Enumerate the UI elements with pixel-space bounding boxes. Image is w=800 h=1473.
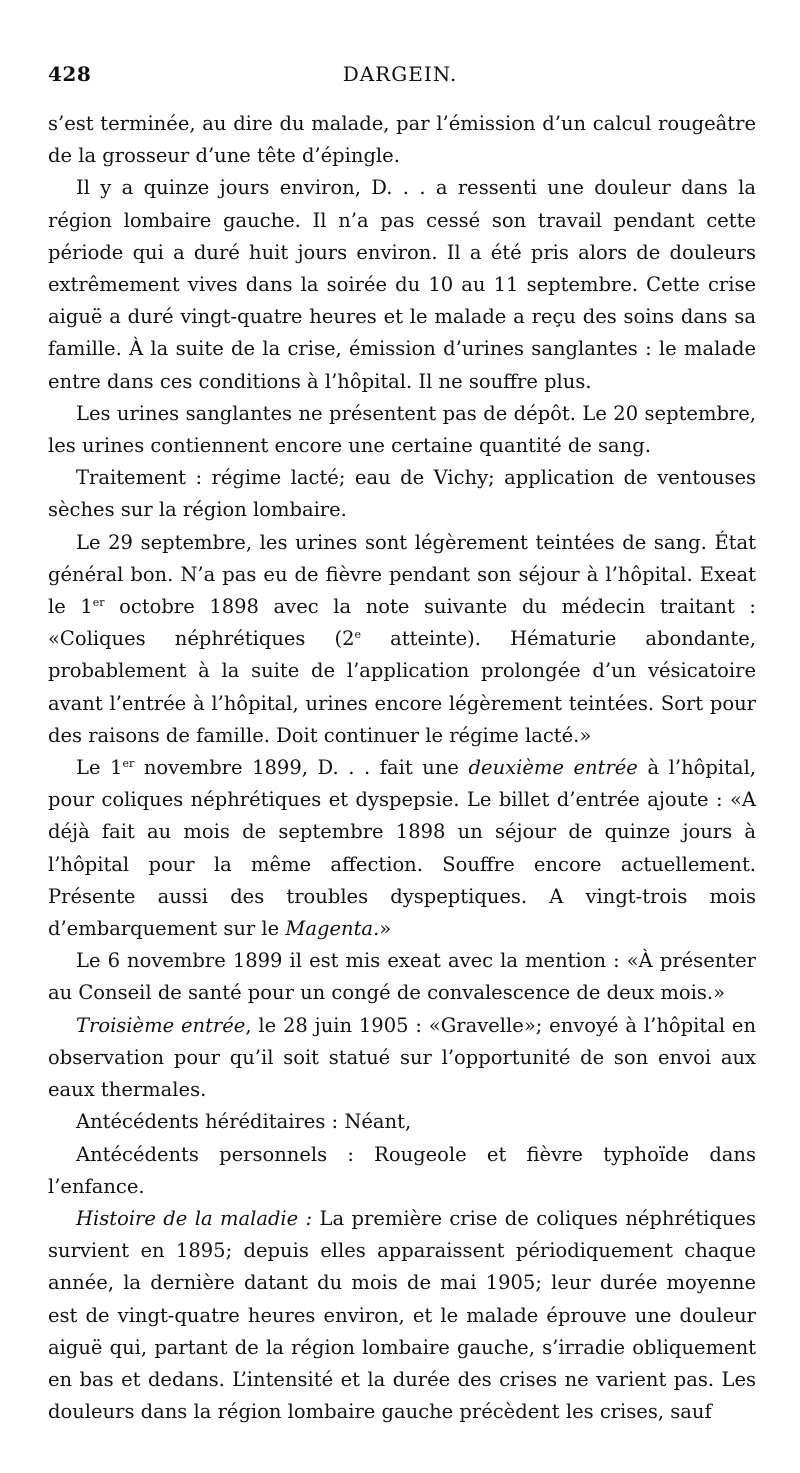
text-run: .» [373,917,392,941]
text-run: Le 6 novembre 1899 il est mis exeat avec la mention : «À présenter au Conseil de santé pour un congé de convalescence de deux mois.» [48,949,756,1005]
paragraph [48,1010,756,1107]
text-run: atteinte). Hématurie abondante, probablement à la suite de l’application prolongée d’un vésicatoire avant l’entrée à l’hôpital, urines encore légèrement teintées. Sort pour des raisons de famille. Doit continuer le régime lacté.» [48,627,756,747]
italic-text: deuxième entrée [468,756,638,780]
text-run: octobre 1898 avec la note suivante du médecin traitant : «Coliques néphrétiques (2 [48,595,756,651]
paragraph [48,1139,756,1203]
paragraph [48,1106,756,1138]
body-text [48,108,756,1428]
italic-text: Histoire de la maladie : [76,1206,313,1230]
paragraph [48,398,756,462]
text-run: Il y a quinze jours environ, D. . . a ressenti une douleur dans la région lombaire gauche. Il n’a pas cessé son travail pendant cette période qui a duré huit jours environ. Il a été pris alors de douleurs extrêmement vives dans la soirée du 10 au 11 septembre. Cette crise aiguë a duré vingt-quatre heures et le malade a reçu des soins dans sa famille. À la suite de la crise, émission d’urines sanglantes : le malade entre dans ces conditions à l’hôpital. Il ne souffre plus. [48,176,756,393]
paragraph [48,172,756,397]
text-run: Le 1 [76,756,123,780]
paragraph [48,108,756,172]
italic-text: Troisième entrée [76,1013,246,1037]
text-run: s’est terminée, au dire du malade, par l’émission d’un calcul rougeâtre de la grosseur d’une tête d’épingle. [48,112,756,168]
superscript: er [122,757,135,771]
text-run: La première crise de coliques néphrétiques survient en 1895; depuis elles apparaissent périodiquement chaque année, la dernière datant du mois de mai 1905; leur durée moyenne est de vingt-quatre heures environ, et le malade éprouve une douleur aiguë qui, partant de la région lombaire gauche, s’irradie obliquement en bas et dedans. L’intensité et la durée des crises ne varient pas. Les douleurs dans la région lombaire gauche précèdent les crises, sauf [48,1206,756,1424]
page-header [48,62,752,94]
text-run: Le 29 septembre, les urines sont légèrement teintées de sang. État général bon. N’a pas eu de fièvre pendant son séjour à l’hôpital. Exeat le 1 [48,530,756,619]
superscript: er [92,596,105,610]
text-run: à l’hôpital, pour coliques néphrétiques et dyspepsie. Le billet d’entrée ajoute : «A déjà fait au mois de septembre 1898 un séjour de quinze jours à l’hôpital pour la même affection. Souffre encore actuellement. Présente aussi des troubles dyspeptiques. A vingt-trois mois d’embarquement sur le [48,756,756,941]
paragraph [48,752,756,945]
paragraph [48,527,756,752]
text-run: Les urines sanglantes ne présentent pas de dépôt. Le 20 septembre, les urines contiennent encore une certaine quantité de sang. [48,401,756,458]
page-number: 428 [48,62,92,86]
text-run: , le 28 juin 1905 : «Gravelle»; envoyé à l’hôpital en observation pour qu’il soit statué sur l’opportunité de son envoi aux eaux thermales. [48,1013,756,1102]
running-head: DARGEIN. [342,62,458,86]
paragraph [48,945,756,1009]
superscript: e [354,628,362,642]
text-run: Antécédents personnels : Rougeole et fièvre typhoïde dans l’enfance. [48,1142,756,1198]
paragraph [48,462,756,526]
italic-text: Magenta [285,917,374,941]
text-run: Antécédents héréditaires : Néant, [76,1110,412,1134]
text-run: novembre 1899, D. . . fait une [134,756,469,780]
paragraph [48,1203,756,1428]
text-run: Traitement : régime lacté; eau de Vichy; application de ventouses sèches sur la région lombaire. [48,466,756,522]
